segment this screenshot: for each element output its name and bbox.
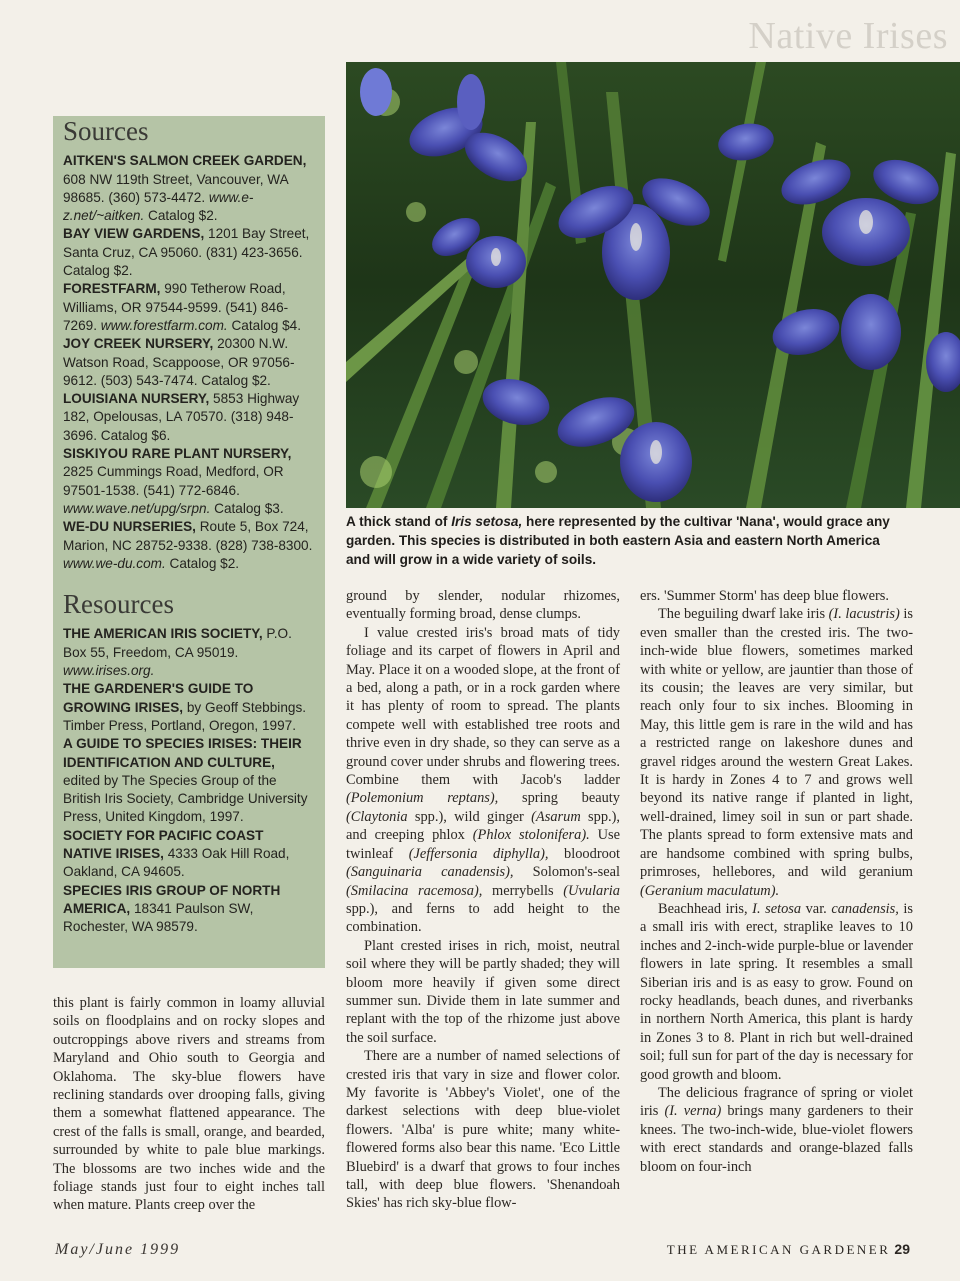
resource-entry-details: 18341 Paulson SW, Rochester, WA 98579. (63, 900, 254, 935)
col3-paragraph-3: Beachhead iris, I. setosa var. canadensis, is a small iris with erect, straplike leaves to 10 inches and 2-inch-wide purple-blue or lavender flowers in late spring. It resembles a small Siberian iris and is as easy to grow. Found on rocky headlands, beach dunes, and riverbanks in northern North America, this plant is hardy in Zones 3 to 8. Plant in rich but well-drained soil; full sun for part of the day is necessary for good growth and bloom. (640, 900, 914, 1083)
caption-text-start: A thick stand of (346, 514, 452, 529)
col2-paragraph-2: I value crested iris's broad mats of tidy foliage and its carpet of flowers in April and May. Place it on a wooded slope, at the front of a bed, along a path, or in a rock garden where it has plenty of room to spread. The plants compete well with established tree roots and thrive even in dry shade, so they can serve as a ground cover under shrubs and flowering trees. Combine them with Jacob's ladder (Polemonium reptans), spring beauty (Claytonia spp.), wild ginger (Asarum spp.), and creeping phlox (Phlox stolonifera). Use twinleaf (Jeffersonia diphylla), bloodroot (Sanguinaria canadensis), Solomon's-seal (Smilacina racemosa), merrybells (Uvularia spp.), and ferns to add height to the combination. (346, 624, 621, 936)
source-entry-details: 20300 N.W. Watson Road, Scappoose, OR 97056-9612. (503) 543-7474. Catalog $2. (63, 336, 295, 388)
resource-entry-name: SPECIES IRIS GROUP OF NORTH AMERICA, (63, 882, 281, 916)
footer-issue-date: May/June 1999 (55, 1241, 181, 1258)
source-entry-name: BAY VIEW GARDENS, (63, 226, 205, 242)
article-column-2 (346, 587, 620, 1213)
resource-entry (63, 625, 315, 680)
source-entry-details: Route 5, Box 724, Marion, NC 28752-9338. (828) 738-8300. (63, 519, 313, 553)
footer-magazine (667, 1241, 910, 1258)
resource-entry-name: THE GARDENER'S GUIDE TO GROWING IRISES, (63, 681, 254, 715)
source-entry-name: FORESTFARM, (63, 281, 161, 297)
col3-paragraph-4: The delicious fragrance of spring or violet iris (I. verna) brings many gardeners to their knees. The two-inch-wide, blue-violet flowers with erect standards and orange-blazed falls bloom on four-inch (640, 1084, 913, 1175)
iris-photo-illustration (346, 62, 960, 508)
source-entry (63, 518, 315, 573)
resource-entry (63, 735, 315, 826)
source-entry-details: 608 NW 119th Street, Vancouver, WA 98685. (360) 573-4472. (63, 171, 288, 205)
source-entry-website: www.forestfarm.com. (100, 317, 228, 333)
source-entry-catalog: Catalog $2. (144, 208, 218, 224)
col1-paragraph-1: this plant is fairly common in loamy alluvial soils on floodplains and on rocky slopes and outcroppings above rivers and streams from Maryland and Ohio south to Georgia and Oklahoma. The sky-blue flowers have reclining standards over drooping falls, giving them a somewhat flattened appearance. The crest of the falls is small, orange, and bearded, surrounded by white to pale blue markings. The blossoms are two inches wide and the foliage stands just four to eight inches tall when mature. Plants creep over the (53, 995, 325, 1214)
resource-entry (63, 827, 315, 882)
photo-caption (346, 512, 906, 569)
sources-list (63, 152, 315, 573)
resources-heading: Resources (63, 589, 174, 620)
resource-entry-name: SOCIETY FOR PACIFIC COAST NATIVE IRISES, (63, 827, 264, 861)
col2-paragraph-4: There are a number of named selections of crested iris that vary in size and flower color. My favorite is 'Abbey's Violet', one of the darkest selections with deep blue-violet flowers. 'Alba' is pure white; many white-flowered forms also bear this name. 'Eco Little Bluebird' is a dwarf that grows to four inches tall, with deep blue flowers. 'Shenandoah Skies' has rich sky-blue flow- (346, 1048, 620, 1212)
col3-paragraph-1: ers. 'Summer Storm' has deep blue flowers. (640, 588, 889, 604)
article-column-1 (53, 994, 325, 1215)
resource-entry-website: www.irises.org. (63, 663, 155, 679)
iris-photo (346, 62, 960, 508)
resources-list (63, 625, 315, 936)
caption-species: Iris setosa, (451, 514, 523, 529)
resource-entry (63, 680, 315, 735)
col3-paragraph-2: The beguiling dwarf lake iris (I. lacustris) is even smaller than the crested iris. The two-inch-wide blue flowers, sometimes marked with white or yellow, are jauntier than those of its cousin; the leaves are very similar, but reach only four to six inches. Blooming in May, this little gem is rare in the wild and has a restricted range on lakeshore dunes and gravel ridges around the western Great Lakes. It is hardy in Zones 4 to 7 and grows well beyond its native range if planted in light, well-drained, limey soil in sun or part shade. The plants spread to form extensive mats and are handsome combined with spring bulbs, primroses, hellebores, and wild geranium (Geranium maculatum). (640, 606, 913, 899)
source-entry-name: LOUISIANA NURSERY, (63, 391, 210, 407)
page-header-title: Native Irises (748, 15, 948, 57)
source-entry-details: 2825 Cummings Road, Medford, OR 97501-1538. (541) 772-6846. (63, 464, 284, 498)
source-entry-details: 1201 Bay Street, Santa Cruz, CA 95060. (831) 423-3656. Catalog $2. (63, 226, 310, 279)
caption-text-end: here represented by the cultivar 'Nana', would grace any garden. This species is distributed in both eastern Asia and eastern North America and will grow in a wide variety of soils. (346, 514, 890, 567)
sources-heading: Sources (63, 116, 149, 146)
source-entry (63, 390, 315, 445)
source-entry (63, 225, 315, 280)
source-entry-details: 5853 Highway 182, Opelousas, LA 70570. (318) 948-3696. Catalog $6. (63, 391, 300, 443)
resource-entry-details: by Geoff Stebbings. Timber Press, Portland, Oregon, 1997. (63, 699, 307, 733)
page-number: 29 (894, 1241, 910, 1257)
source-entry-website: www.we-du.com. (63, 555, 166, 571)
source-entry-name: JOY CREEK NURSERY, (63, 336, 214, 352)
source-entry-website: www.wave.net/upg/srpn. (63, 500, 211, 516)
col2-paragraph-1: ground by slender, nodular rhizomes, eventually forming broad, dense clumps. (346, 588, 620, 623)
article-column-3 (640, 587, 913, 1176)
source-entry-details: 990 Tetherow Road, Williams, OR 97544-9599. (541) 846-7269. (63, 281, 289, 333)
source-entry-catalog: Catalog $3. (210, 500, 284, 516)
source-entry-name: WE-DU NURSERIES, (63, 519, 196, 535)
source-entry-catalog: Catalog $2. (165, 555, 240, 571)
source-entry-name: AITKEN'S SALMON CREEK GARDEN, (63, 153, 307, 169)
footer-magazine-name: THE AMERICAN GARDENER (666, 1242, 891, 1257)
resource-entry-details: 4333 Oak Hill Road, Oakland, CA 94605. (63, 845, 290, 880)
resource-entry (63, 882, 315, 937)
resource-entry-details: edited by The Species Group of the British Iris Society, Cambridge University Press, United Kingdom, 1997. (63, 772, 308, 825)
source-entry (63, 445, 315, 518)
source-entry-catalog: Catalog $4. (227, 317, 302, 333)
source-entry (63, 280, 315, 335)
col2-paragraph-3: Plant crested irises in rich, moist, neutral soil where they will be partly shaded; they will bloom more heavily if given some direct summer sun. Divide them in late summer and replant with the top of the rhizome just above the soil surface. (346, 937, 620, 1046)
source-entry-name: SISKIYOU RARE PLANT NURSERY, (63, 446, 292, 462)
resource-entry-name: THE AMERICAN IRIS SOCIETY, (63, 626, 263, 642)
source-entry-website: www.e-z.net/~aitken. (63, 189, 254, 224)
resource-entry-details: P.O. Box 55, Freedom, CA 95019. (63, 626, 292, 660)
source-entry (63, 152, 315, 225)
source-entry (63, 335, 315, 390)
resource-entry-name: A GUIDE TO SPECIES IRISES: THEIR IDENTIFICATION AND CULTURE, (63, 736, 302, 770)
sources-sidebar (53, 116, 325, 968)
